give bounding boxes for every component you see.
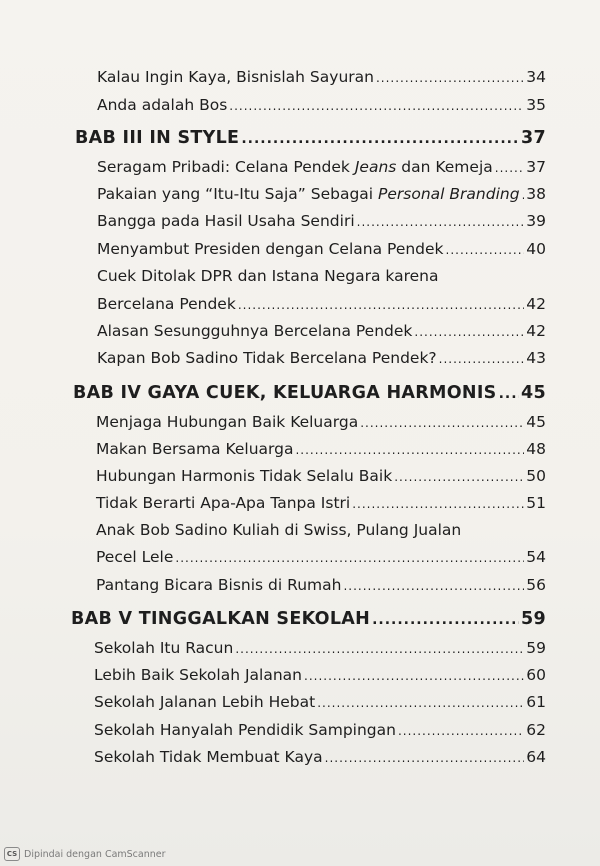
toc-entry-title: Pantang Bicara Bisnis di Rumah bbox=[96, 576, 342, 594]
toc-entry bbox=[97, 210, 546, 233]
toc-entry-page: 39 bbox=[526, 212, 546, 230]
toc-entry-title: Menjaga Hubungan Baik Keluarga bbox=[96, 413, 359, 431]
leader-dots bbox=[238, 294, 524, 316]
toc-entry-page: 50 bbox=[526, 467, 546, 485]
toc-chapter-page: 37 bbox=[521, 128, 546, 148]
toc-entry bbox=[96, 546, 546, 569]
toc-entry-page: 42 bbox=[526, 322, 546, 340]
leader-dots bbox=[235, 638, 524, 660]
toc-chapter-page: 59 bbox=[521, 609, 546, 629]
toc-entry-page: 54 bbox=[526, 548, 546, 566]
leader-dots bbox=[325, 747, 525, 769]
toc-entry bbox=[97, 293, 546, 316]
toc-entry-title: Anda adalah Bos bbox=[97, 96, 228, 114]
leader-dots bbox=[295, 439, 524, 461]
toc-chapter-title: BAB IV GAYA CUEK, KELUARGA HARMONIS bbox=[73, 383, 497, 403]
toc-entry-title: Pecel Lele bbox=[96, 548, 174, 566]
toc-entry-title bbox=[97, 156, 493, 178]
toc-entry-title: Sekolah Hanyalah Pendidik Sampingan bbox=[94, 721, 396, 739]
toc-entry-page: 40 bbox=[526, 240, 546, 258]
leader-dots bbox=[241, 128, 519, 150]
toc-entry bbox=[94, 691, 546, 714]
toc-entry-title-part: dan Kemeja bbox=[396, 158, 493, 176]
toc-entry-title: Sekolah Tidak Membuat Kaya bbox=[94, 748, 323, 766]
toc-entry-page: 60 bbox=[526, 666, 546, 684]
toc-entry-page: 43 bbox=[526, 349, 546, 367]
toc-entry-title: Bercelana Pendek bbox=[97, 295, 236, 313]
leader-dots bbox=[414, 321, 524, 343]
leader-dots bbox=[376, 67, 524, 89]
toc-entry-title: Menyambut Presiden dengan Celana Pendek bbox=[97, 240, 444, 258]
toc-entry-title-part: Pakaian yang “Itu-Itu Saja” Sebagai bbox=[97, 185, 379, 203]
toc-entry-page: 45 bbox=[526, 413, 546, 431]
toc-entry-title: Hubungan Harmonis Tidak Selalu Baik bbox=[96, 467, 393, 485]
toc-chapter-title: BAB III IN STYLE bbox=[75, 128, 240, 148]
toc-entry-title-italic: Jeans bbox=[354, 158, 397, 176]
toc-entry-title-italic: Personal Branding bbox=[378, 185, 520, 203]
leader-dots bbox=[372, 609, 519, 631]
leader-dots bbox=[499, 383, 519, 405]
toc-entry bbox=[97, 238, 546, 261]
toc-entry-title: Kalau Ingin Kaya, Bisnislah Sayuran bbox=[97, 68, 374, 86]
toc-entry bbox=[97, 347, 546, 370]
leader-dots bbox=[446, 239, 525, 261]
toc-entry-title: Alasan Sesungguhnya Bercelana Pendek bbox=[97, 322, 413, 340]
toc-entry bbox=[97, 183, 546, 206]
toc-entry-title: Makan Bersama Keluarga bbox=[96, 440, 294, 458]
leader-dots bbox=[394, 466, 524, 488]
toc-entry-page: 48 bbox=[526, 440, 546, 458]
toc-entry-page: 51 bbox=[526, 494, 546, 512]
toc-entry bbox=[96, 465, 546, 488]
leader-dots bbox=[360, 412, 524, 434]
toc-entry bbox=[96, 411, 546, 434]
watermark-text: Dipindai dengan CamScanner bbox=[24, 848, 166, 860]
toc-entry-title: Tidak Berarti Apa-Apa Tanpa Istri bbox=[96, 494, 351, 512]
scanner-watermark bbox=[4, 847, 166, 861]
toc-entry-title: Kapan Bob Sadino Tidak Bercelana Pendek? bbox=[97, 349, 437, 367]
leader-dots bbox=[522, 184, 525, 206]
toc-entry bbox=[94, 719, 546, 742]
toc-entry bbox=[94, 637, 546, 660]
toc-entry bbox=[94, 664, 546, 687]
toc-entry-page: 38 bbox=[526, 185, 546, 203]
toc-chapter-title: BAB V TINGGALKAN SEKOLAH bbox=[71, 609, 371, 629]
toc-entry-title: Sekolah Jalanan Lebih Hebat bbox=[94, 693, 316, 711]
leader-dots bbox=[343, 575, 524, 597]
toc-entry-title: Bangga pada Hasil Usaha Sendiri bbox=[97, 212, 355, 230]
toc-chapter bbox=[75, 127, 546, 150]
leader-dots bbox=[175, 547, 524, 569]
toc-entry-title: Sekolah Itu Racun bbox=[94, 639, 234, 657]
leader-dots bbox=[357, 211, 525, 233]
toc-entry bbox=[94, 746, 546, 769]
camscanner-icon: CS bbox=[4, 847, 20, 861]
toc-entry-page: 64 bbox=[526, 748, 546, 766]
toc-entry-page: 42 bbox=[526, 295, 546, 313]
toc-chapter bbox=[73, 382, 546, 405]
toc-entry-title-line1: Anak Bob Sadino Kuliah di Swiss, Pulang Jualan bbox=[96, 521, 462, 539]
toc-entry-title bbox=[97, 183, 520, 205]
toc-entry bbox=[97, 66, 546, 89]
toc-entry-page: 59 bbox=[526, 639, 546, 657]
leader-dots bbox=[495, 157, 525, 179]
leader-dots bbox=[398, 720, 524, 742]
toc-chapter-page: 45 bbox=[521, 383, 546, 403]
toc-entry-page: 61 bbox=[526, 693, 546, 711]
toc-chapter bbox=[71, 608, 546, 631]
toc-entry-title: Lebih Baik Sekolah Jalanan bbox=[94, 666, 302, 684]
toc-entry-title-line1: Cuek Ditolak DPR dan Istana Negara karena bbox=[97, 267, 439, 285]
leader-dots bbox=[352, 493, 524, 515]
toc-entry-page: 56 bbox=[526, 576, 546, 594]
toc-entry bbox=[97, 320, 546, 343]
toc-entry-page: 35 bbox=[526, 96, 546, 114]
toc-entry-page: 62 bbox=[526, 721, 546, 739]
toc-entry bbox=[96, 438, 546, 461]
leader-dots bbox=[229, 95, 524, 117]
toc-entry-page: 37 bbox=[526, 158, 546, 176]
toc-entry-page: 34 bbox=[526, 68, 546, 86]
toc-entry bbox=[96, 574, 546, 597]
leader-dots bbox=[317, 692, 524, 714]
leader-dots bbox=[304, 665, 524, 687]
toc-entry bbox=[97, 156, 546, 179]
toc-entry bbox=[96, 492, 546, 515]
toc-entry bbox=[97, 94, 546, 117]
toc-entry-title-part: Seragam Pribadi: Celana Pendek bbox=[97, 158, 355, 176]
leader-dots bbox=[439, 348, 525, 370]
